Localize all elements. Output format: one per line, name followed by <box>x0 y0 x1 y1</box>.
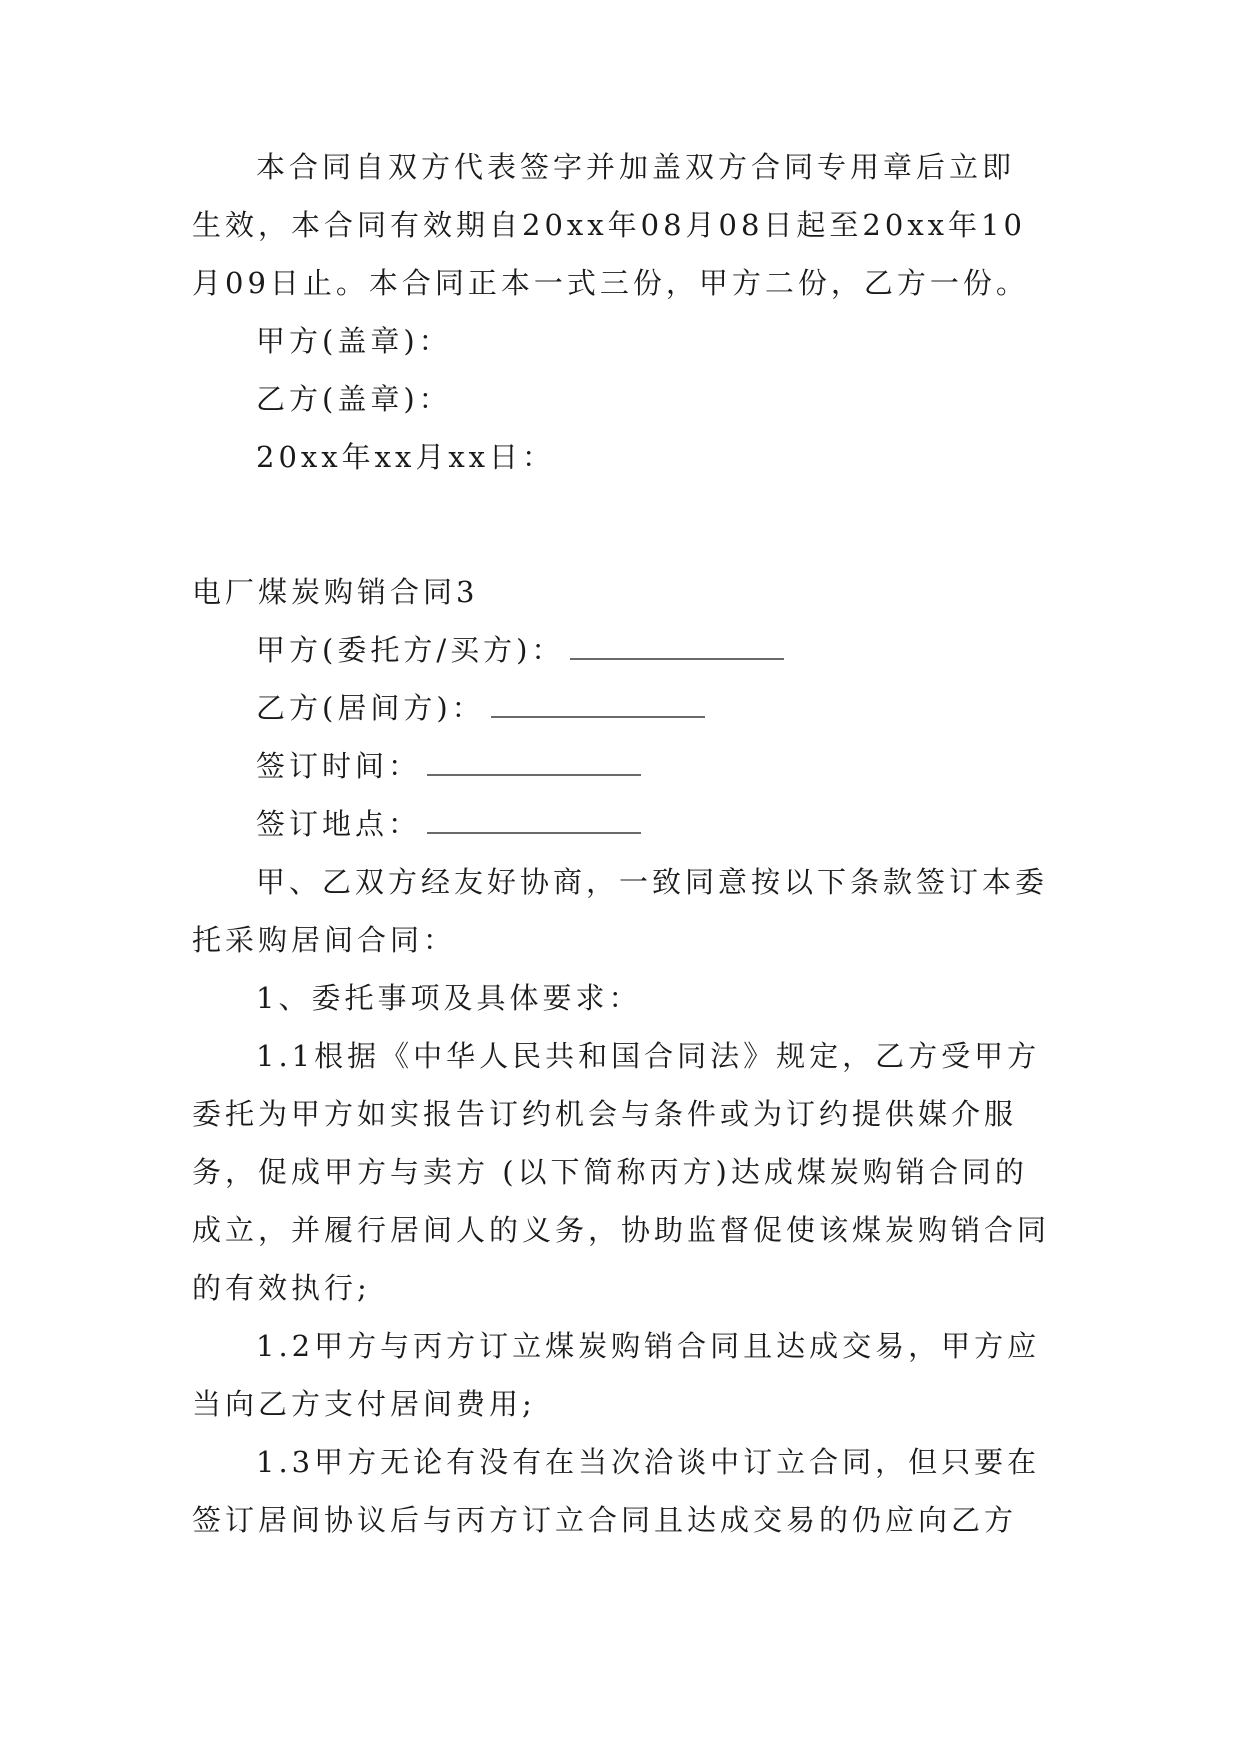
paragraph-line: 月09日止。本合同正本一式三份，甲方二份，乙方一份。 <box>192 266 1029 300</box>
paragraph-line: 的有效执行; <box>192 1271 371 1305</box>
paragraph-line: 签订居间协议后与丙方订立合同且达成交易的仍应向乙方 <box>192 1503 1018 1537</box>
paragraph-line: 托采购居间合同： <box>192 923 457 957</box>
blank-underline <box>427 772 641 776</box>
blank-underline <box>491 714 705 718</box>
section-title: 电厂煤炭购销合同3 <box>192 575 479 609</box>
paragraph-line: 生效，本合同有效期自20xx年08月08日起至20xx年10 <box>192 208 1026 242</box>
field-sign-place <box>256 804 1116 844</box>
paragraph-line: 1.1根据《中华人民共和国合同法》规定，乙方受甲方 <box>256 1039 1041 1073</box>
paragraph-line: 成立，并履行居间人的义务，协助监督促使该煤炭购销合同 <box>192 1213 1051 1247</box>
field-label: 签订地点： <box>256 807 422 841</box>
paragraph-line: 1.2甲方与丙方订立煤炭购销合同且达成交易，甲方应 <box>256 1329 1041 1363</box>
paragraph-line: 甲、乙双方经友好协商，一致同意按以下条款签订本委 <box>256 865 1049 899</box>
signature-party-b: 乙方(盖章)： <box>256 382 452 416</box>
blank-underline <box>427 830 641 834</box>
paragraph-line: 务，促成甲方与卖方 (以下简称丙方)达成煤炭购销合同的 <box>192 1155 1028 1189</box>
paragraph-line: 1.3甲方无论有没有在当次洽谈中订立合同，但只要在 <box>256 1445 1041 1479</box>
blank-underline <box>570 656 784 660</box>
clause-heading: 1、委托事项及具体要求： <box>256 981 642 1015</box>
field-label: 甲方(委托方/买方)： <box>256 633 565 667</box>
paragraph-line: 当向乙方支付居间费用; <box>192 1387 536 1421</box>
paragraph-line: 本合同自双方代表签字并加盖双方合同专用章后立即 <box>256 150 1016 184</box>
field-label: 乙方(居间方)： <box>256 691 485 725</box>
signature-date: 20xx年xx月xx日： <box>256 440 556 474</box>
field-sign-time <box>256 746 1116 786</box>
field-party-a <box>256 630 1116 670</box>
paragraph-line: 委托为甲方如实报告订约机会与条件或为订约提供媒介服 <box>192 1097 1018 1131</box>
signature-party-a: 甲方(盖章)： <box>256 324 452 358</box>
field-party-b <box>256 688 1116 728</box>
field-label: 签订时间： <box>256 749 422 783</box>
